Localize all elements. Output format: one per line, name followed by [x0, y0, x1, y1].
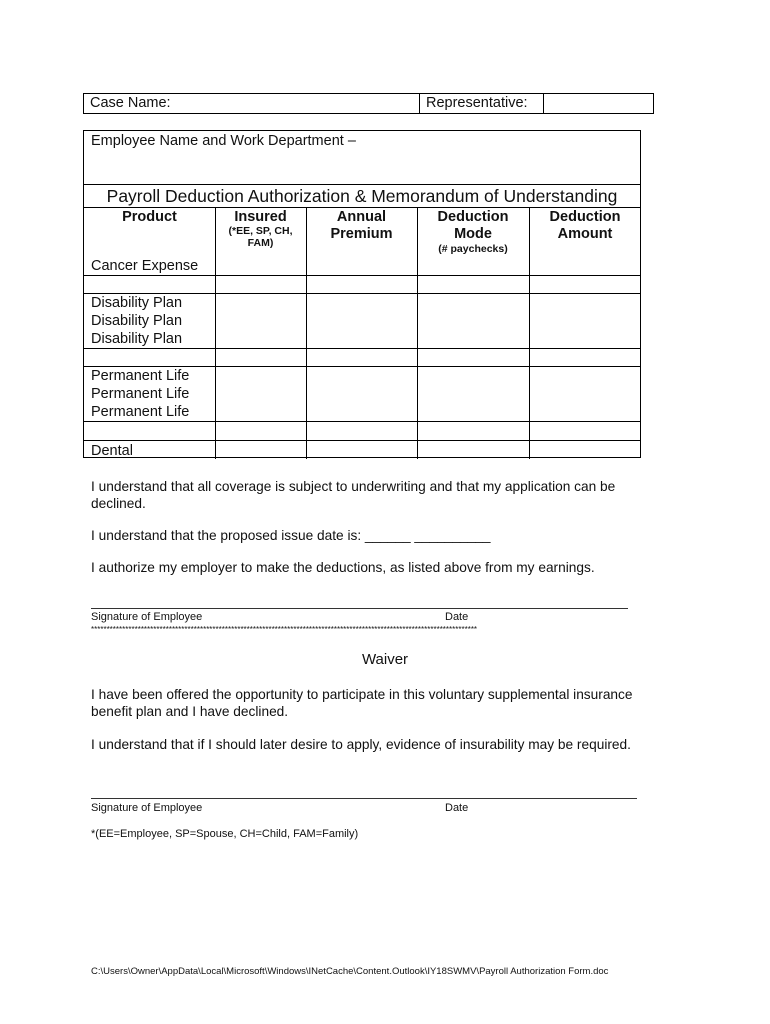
employee-signature-label: Signature of Employee [91, 611, 203, 623]
authorization-statement: I authorize my employer to make the deductions, as listed above from my earnings. [91, 560, 595, 575]
representative-label: Representative: [426, 95, 528, 111]
employee-signature-line[interactable] [91, 608, 628, 609]
waiver-signature-label: Signature of Employee [91, 802, 203, 814]
case-name-label: Case Name: [90, 95, 171, 111]
col-header-product: Product [122, 209, 177, 225]
col-header-amount-line1: Deduction [549, 209, 621, 225]
waiver-signature-line[interactable] [91, 798, 637, 799]
product-permanent-life: Permanent Life [91, 368, 190, 384]
col-header-premium-line1: Annual [336, 209, 387, 225]
representative-label-cell [420, 94, 544, 113]
col-header-insured: Insured [234, 209, 287, 225]
col-header-premium-line2: Premium [330, 226, 393, 242]
product-disability-plan: Disability Plan [91, 295, 183, 311]
waiver-title: Waiver [361, 651, 409, 668]
divider [84, 207, 640, 208]
waiver-declined-statement: I have been offered the opportunity to participate in this voluntary supplemental insurance benefit plan and I have declined. [91, 687, 633, 719]
case-name-field[interactable] [84, 94, 420, 113]
product-cancer-expense: Cancer Expense [91, 258, 199, 274]
col-header-mode-line2: Mode [454, 226, 492, 242]
divider [84, 348, 640, 349]
product-permanent-life: Permanent Life [91, 404, 190, 420]
product-dental: Dental [91, 443, 133, 459]
col-subheader-insured: (*EE, SP, CH, FAM) [228, 225, 293, 249]
col-header-mode-line1: Deduction [437, 209, 509, 225]
waiver-evidence-statement: I understand that if I should later desire to apply, evidence of insurability may be required. [91, 737, 631, 752]
product-disability-plan: Disability Plan [91, 331, 183, 347]
issue-date-statement: I understand that the proposed issue date is: ______ __________ [91, 528, 491, 543]
separator-asterisks: **************************************************************************************************************************** [91, 625, 478, 634]
col-header-amount-line2: Amount [557, 226, 613, 242]
case-header-row [83, 93, 654, 114]
deduction-table [83, 130, 641, 458]
divider [84, 184, 640, 185]
date-label: Date [445, 611, 469, 623]
divider [84, 421, 640, 422]
form-title: Payroll Deduction Authorization & Memorandum of Understanding [106, 186, 618, 206]
divider [84, 440, 640, 441]
file-path-footer: C:\Users\Owner\AppData\Local\Microsoft\Windows\INetCache\Content.Outlook\IY18SWMV\Payroll Authorization Form.doc [91, 966, 609, 977]
waiver-date-label: Date [445, 802, 469, 814]
representative-field[interactable] [544, 94, 653, 113]
underwriting-statement: I understand that all coverage is subject to underwriting and that my application can be declined. [91, 479, 616, 511]
divider [84, 275, 640, 276]
col-subheader-mode: (# paychecks) [438, 243, 508, 255]
product-permanent-life: Permanent Life [91, 386, 190, 402]
employee-name-label: Employee Name and Work Department – [91, 133, 356, 149]
insured-legend: *(EE=Employee, SP=Spouse, CH=Child, FAM=Family) [91, 828, 359, 840]
product-disability-plan: Disability Plan [91, 313, 183, 329]
